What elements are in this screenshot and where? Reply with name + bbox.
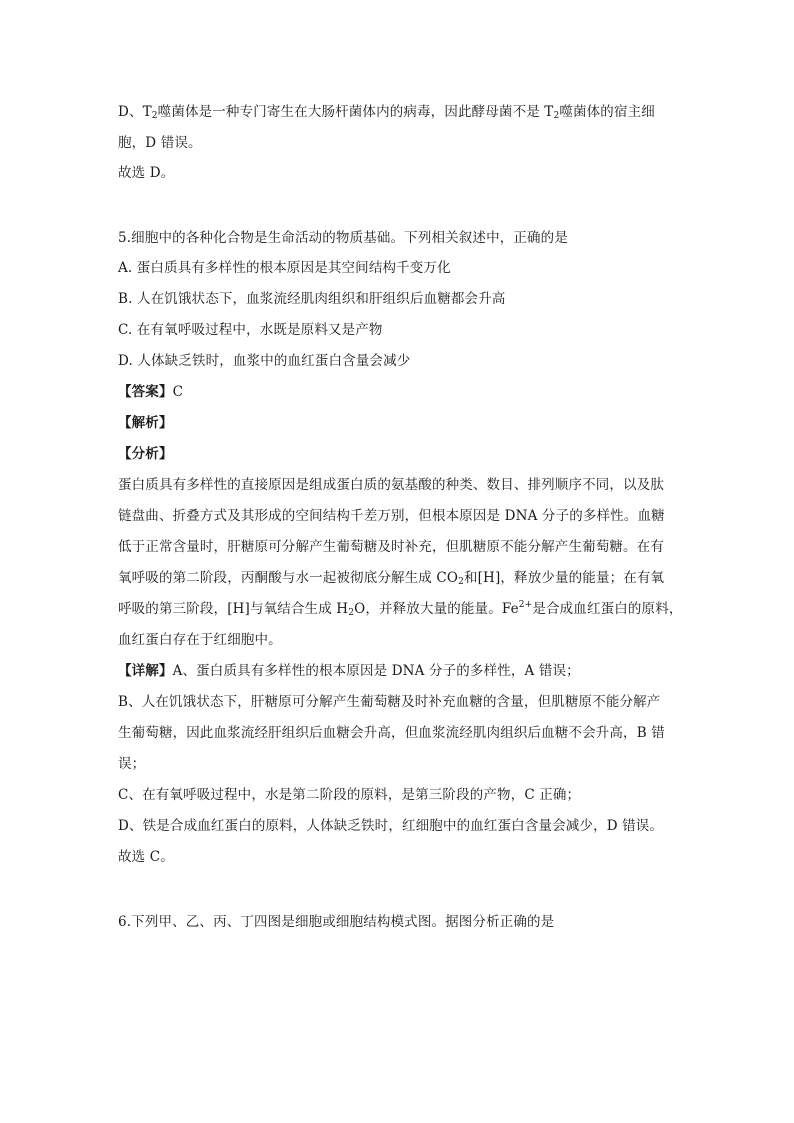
question-5-option-a: A. 蛋白质具有多样性的根本原因是其空间结构千变万化 [118, 260, 451, 276]
detail-option-b-line1: B、人在饥饿状态下，肝糖原可分解产生葡萄糖及时补充血糖的含量，但肌糖原不能分解产 [118, 694, 661, 710]
detail-option-b-line2: 生葡萄糖，因此血浆流经肝组织后血糖会升高，但血浆流经肌肉组织后血糖不会升高，B 错 [118, 725, 665, 741]
question-5-conclusion: 故选 C。 [118, 849, 174, 865]
analysis-line-1: 蛋白质具有多样性的直接原因是组成蛋白质的氨基酸的种类、数目、排列顺序不同，以及肽 [118, 477, 664, 493]
answer-label: 【答案】 [118, 384, 173, 400]
prev-option-d-line2: 胞，D 错误。 [118, 135, 202, 151]
analysis-line-4: 氧呼吸的第二阶段，丙酮酸与水一起被彻底分解生成 $CO_2$和[H]，释放少量的能量；在有氧 [118, 570, 665, 587]
analysis-line-5: 呼吸的第三阶段，[H]与氧结合生成 $H_2O$，并释放大量的能量。$Fe^{2+}$是合成血红蛋白的原料， [118, 600, 683, 618]
answer-line [118, 383, 183, 401]
detail-option-d: D、铁是合成血红蛋白的原料，人体缺乏铁时，红细胞中的血红蛋白含量会减少，D 错误。 [118, 818, 664, 834]
question-6-stem: 6.下列甲、乙、丙、丁四图是细胞或细胞结构模式图。据图分析正确的是 [118, 914, 555, 930]
detail-option-a: 【详解】A、蛋白质具有多样性的根本原因是 DNA 分子的多样性，A 错误； [118, 663, 580, 679]
question-5-option-b: B. 人在饥饿状态下，血浆流经肌肉组织和肝组织后血糖都会升高 [118, 291, 506, 307]
jiexi-label: 【解析】 [118, 415, 173, 431]
detail-label: 【详解】 [118, 663, 173, 679]
question-5-stem: 5.细胞中的各种化合物是生命活动的物质基础。下列相关叙述中，正确的是 [118, 230, 568, 246]
detail-option-b-line3: 误； [118, 756, 146, 772]
question-5-option-c: C. 在有氧呼吸过程中，水既是原料又是产物 [118, 322, 383, 338]
prev-conclusion: 故选 D。 [118, 165, 175, 181]
analysis-line-2: 链盘曲、折叠方式及其形成的空间结构千差万别，但根本原因是 DNA 分子的多样性。血糖 [118, 508, 665, 524]
analysis-line-3: 低于正常含量时，肝糖原可分解产生葡萄糖及时补充，但肌糖原不能分解产生葡萄糖。在有 [118, 539, 664, 555]
detail-option-c: C、在有氧呼吸过程中，水是第二阶段的原料，是第三阶段的产物，C 正确； [118, 787, 581, 803]
answer-value: C [172, 384, 184, 400]
prev-option-d-line1: D、$T_2$噬菌体是一种专门寄生在大肠杆菌体内的病毒，因此酵母菌不是 $T_2$噬菌体的宿主细 [118, 104, 655, 121]
analysis-line-6: 血红蛋白存在于红细胞中。 [118, 632, 282, 648]
fenxi-label: 【分析】 [118, 446, 173, 462]
question-5-option-d: D. 人体缺乏铁时，血浆中的血红蛋白含量会减少 [118, 353, 411, 369]
